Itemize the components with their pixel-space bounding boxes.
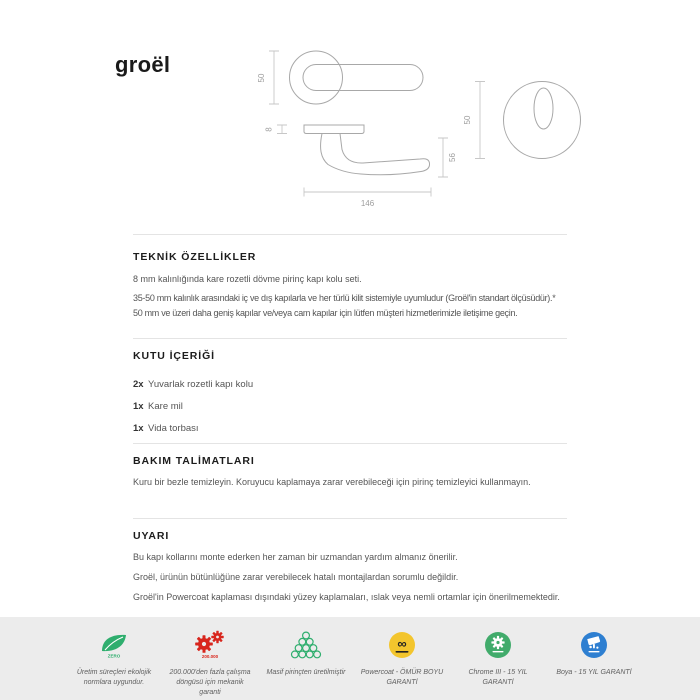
badge-caption: Üretim süreçleri ekolojik normlara uygundur. bbox=[76, 669, 152, 687]
badge-caption: Masif pirinçten üretilmiştir bbox=[266, 669, 346, 676]
technical-compat-line1: 35-50 mm kalınlık arasındaki iç ve dış kapılarla ve her türlü kilit sistemiyle uyumludur (Groël'in standart ölçüsüdür).* bbox=[133, 293, 556, 303]
brand-logo: groël bbox=[115, 52, 171, 77]
badge-paint-warranty bbox=[546, 628, 642, 700]
box-content-item bbox=[133, 418, 199, 436]
warning-line: Bu kapı kollarını monte ederken her zaman bir uzmandan yardım almanız önerilir. bbox=[133, 552, 458, 562]
item-label: Vida torbası bbox=[148, 423, 199, 434]
box-contents-heading: KUTU İÇERİĞİ bbox=[133, 350, 215, 362]
warning-line: Groël, ürünün bütünlüğüne zarar verebilecek hatalı montajlardan sorumlu değildir. bbox=[133, 572, 459, 582]
item-quantity: 1x bbox=[133, 423, 144, 434]
warning-section-heading: UYARI bbox=[133, 530, 170, 542]
badge-caption: Boya - 15 YIL GARANTİ bbox=[556, 669, 632, 676]
certifications-footer bbox=[0, 617, 700, 700]
eco-leaf-icon bbox=[92, 630, 136, 662]
powercoat-infinity-icon bbox=[380, 630, 424, 662]
badge-mechanical-warranty bbox=[162, 628, 258, 700]
badge-caption: Chrome III - 15 YIL GARANTİ bbox=[468, 669, 528, 687]
cycles-count-label: 200.000 bbox=[201, 654, 219, 659]
mechanical-gears-icon bbox=[188, 630, 232, 662]
warning-line: Groël'in Powercoat kaplaması dışındaki yüzey kaplamaları, ıslak veya nemli ortamlar için önerilmemektedir. bbox=[133, 592, 560, 602]
section-divider bbox=[133, 443, 567, 444]
badge-caption: Powercoat - ÖMÜR BOYU GARANTİ bbox=[360, 669, 444, 687]
technical-intro-text: 8 mm kalınlığında kare rozetli dövme pirinç kapı kolu seti. bbox=[133, 274, 362, 284]
technical-section-heading: TEKNİK ÖZELLİKLER bbox=[133, 251, 257, 263]
badge-caption: 200.000'den fazla çalışma döngüsü için mekanik garanti bbox=[169, 669, 251, 697]
badge-eco bbox=[66, 628, 162, 700]
dimension-label-rosette-thickness: 8 bbox=[264, 127, 274, 132]
dimension-label-height: 50 bbox=[257, 73, 266, 83]
escutcheon-drawing bbox=[455, 52, 600, 187]
badge-chrome-warranty bbox=[450, 628, 546, 700]
item-label: Yuvarlak rozetli kapı kolu bbox=[148, 379, 254, 390]
paint-warranty-icon bbox=[572, 630, 616, 662]
box-content-item bbox=[133, 374, 253, 392]
dimension-label-diameter: 50 bbox=[463, 115, 472, 125]
section-divider bbox=[133, 338, 567, 339]
solid-brass-pyramid-icon bbox=[284, 630, 328, 662]
badge-solid-brass bbox=[258, 628, 354, 700]
box-content-item bbox=[133, 396, 183, 414]
item-quantity: 2x bbox=[133, 379, 144, 390]
chrome-warranty-icon bbox=[476, 630, 520, 662]
dimension-label-grip-drop: 56 bbox=[448, 153, 457, 162]
dimension-label-length: 146 bbox=[360, 199, 375, 208]
item-quantity: 1x bbox=[133, 401, 144, 412]
section-divider bbox=[133, 234, 567, 235]
handle-top-view-drawing bbox=[257, 51, 423, 104]
handle-technical-drawing bbox=[256, 44, 461, 214]
technical-compat-line2: 50 mm ve üzeri daha geniş kapılar ve/veya cam kapılar için lütfen müşteri hizmetlerimizle iletişime geçin. bbox=[133, 308, 518, 318]
eco-zero-label: ZERO bbox=[107, 653, 121, 659]
item-label: Kare mil bbox=[148, 401, 183, 412]
infinity-symbol: ∞ bbox=[397, 636, 407, 651]
care-instructions-text: Kuru bir bezle temizleyin. Koruyucu kaplamaya zarar verebileceği için pirinç temizleyici kullanmayın. bbox=[133, 477, 531, 487]
care-section-heading: BAKIM TALİMATLARI bbox=[133, 455, 255, 467]
handle-side-view-drawing bbox=[265, 125, 458, 208]
badge-powercoat bbox=[354, 628, 450, 700]
section-divider bbox=[133, 518, 567, 519]
